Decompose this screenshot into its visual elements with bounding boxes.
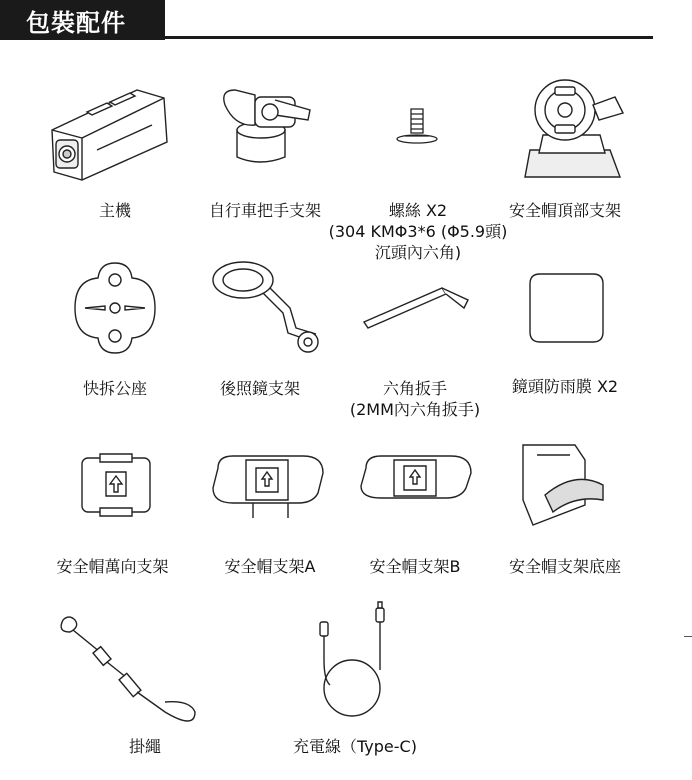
hex-wrench-line-1: 六角扳手 bbox=[382, 379, 447, 398]
item-label-helmet-mount-a: 安全帽支架A bbox=[224, 557, 316, 576]
item-label-lanyard: 掛繩 bbox=[128, 737, 161, 756]
mount-base-illustration bbox=[515, 440, 615, 530]
screw-illustration bbox=[395, 106, 440, 146]
item-label-charging-cable: 充電線（Type-C) bbox=[293, 737, 417, 756]
item-label-quick-release-base: 快拆公座 bbox=[82, 379, 147, 398]
rain-film-illustration bbox=[525, 272, 607, 344]
item-label-helmet-top-mount: 安全帽頂部支架 bbox=[508, 201, 621, 220]
mount-a-illustration bbox=[208, 448, 330, 520]
quick-release-base-illustration bbox=[70, 258, 160, 358]
header-divider bbox=[165, 36, 653, 39]
item-label-lens-rain-film: 鏡頭防雨膜 X2 bbox=[511, 377, 619, 396]
screws-line-3: 沉頭內六角) bbox=[374, 243, 462, 262]
hex-wrench-illustration bbox=[360, 282, 475, 337]
item-label-helmet-mount-b: 安全帽支架B bbox=[369, 557, 461, 576]
lanyard-illustration bbox=[55, 612, 205, 732]
cable-illustration bbox=[300, 600, 410, 722]
item-label-main-unit: 主機 bbox=[98, 201, 131, 220]
page-edge-mark bbox=[684, 636, 692, 637]
helmet-top-mount-illustration bbox=[515, 75, 630, 185]
item-label-rear-mirror-mount: 後照鏡支架 bbox=[219, 379, 300, 398]
mirror-mount-illustration bbox=[208, 258, 328, 358]
handlebar-mount-illustration bbox=[215, 85, 315, 170]
item-label-hex-wrench bbox=[340, 378, 490, 420]
page-title: 包裝配件 bbox=[26, 9, 126, 37]
screws-line-1: 螺絲 X2 bbox=[388, 201, 448, 220]
camera-illustration bbox=[42, 80, 172, 185]
item-label-helmet-universal-mount: 安全帽萬向支架 bbox=[56, 557, 169, 576]
hex-wrench-line-2: (2MM內六角扳手) bbox=[349, 400, 481, 419]
item-label-bike-handlebar-mount: 自行車把手支架 bbox=[208, 201, 321, 220]
screws-line-2: (304 KMΦ3*6 (Φ5.9頭) bbox=[328, 222, 508, 241]
universal-mount-illustration bbox=[78, 452, 156, 520]
item-label-screws bbox=[318, 200, 518, 263]
item-label-helmet-mount-base: 安全帽支架底座 bbox=[508, 557, 621, 576]
mount-b-illustration bbox=[356, 448, 478, 506]
